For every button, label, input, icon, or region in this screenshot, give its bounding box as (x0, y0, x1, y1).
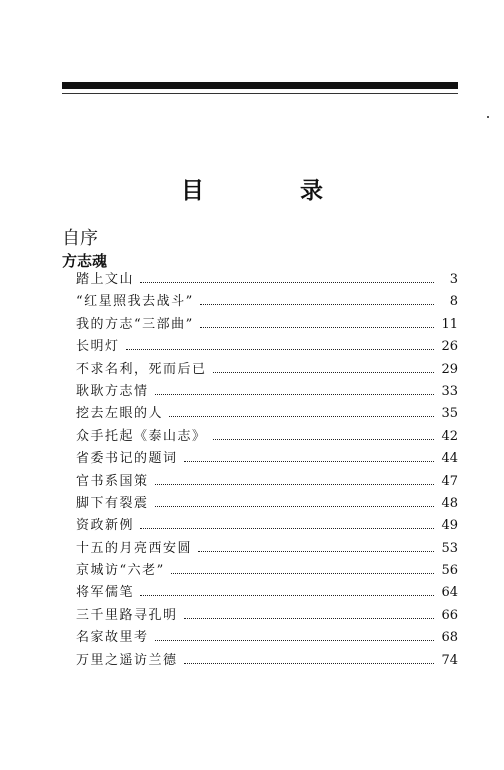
entry-title: “红星照我去战斗” (76, 294, 194, 310)
entry-page: 47 (441, 473, 458, 489)
leader-dots (140, 595, 434, 596)
entry-title: 耿耿方志情 (76, 383, 149, 399)
entry-title: 万里之遥访兰德 (76, 652, 178, 668)
entry-page: 74 (441, 652, 458, 668)
leader-dots (155, 484, 434, 485)
toc-list (76, 268, 458, 671)
leader-dots (155, 506, 434, 507)
leader-dots (184, 461, 434, 462)
toc-entry[interactable] (76, 358, 458, 380)
toc-entry[interactable] (76, 290, 458, 312)
entry-title: 三千里路寻孔明 (76, 607, 178, 623)
toc-entry[interactable] (76, 402, 458, 424)
entry-title: 官书系国策 (76, 473, 149, 489)
scan-speck (487, 116, 489, 118)
entry-page: 68 (441, 630, 458, 646)
entry-title: 将军儒笔 (76, 585, 135, 601)
entry-title: 不求名利，死而后已 (76, 361, 207, 377)
leader-dots (140, 282, 434, 283)
leader-dots (200, 327, 434, 328)
toc-entry[interactable] (76, 514, 458, 536)
entry-page: 48 (441, 495, 458, 511)
header-rule-thin (62, 93, 458, 94)
entry-page: 42 (441, 428, 458, 444)
leader-dots (126, 349, 434, 350)
entry-page: 33 (441, 383, 458, 399)
leader-dots (184, 618, 434, 619)
toc-entry[interactable] (76, 425, 458, 447)
entry-page: 53 (441, 540, 458, 556)
toc-entry[interactable] (76, 626, 458, 648)
entry-title: 京城访“六老” (76, 563, 165, 579)
page-title: 目 录 (180, 178, 367, 204)
entry-title: 名家故里考 (76, 630, 149, 646)
entry-page: 64 (441, 585, 458, 601)
leader-dots (171, 573, 434, 574)
entry-title: 挖去左眼的人 (76, 406, 164, 422)
entry-title: 脚下有裂震 (76, 495, 149, 511)
toc-entry[interactable] (76, 604, 458, 626)
entry-title: 省委书记的题词 (76, 451, 178, 467)
entry-title: 十五的月亮西安圆 (76, 540, 193, 556)
leader-dots (200, 304, 434, 305)
entry-page: 44 (441, 451, 458, 467)
entry-page: 49 (441, 518, 458, 534)
leader-dots (155, 394, 434, 395)
toc-entry[interactable] (76, 537, 458, 559)
preface-link[interactable]: 自序 (62, 228, 98, 249)
entry-title: 长明灯 (76, 339, 120, 355)
toc-entry[interactable] (76, 649, 458, 671)
toc-entry[interactable] (76, 335, 458, 357)
entry-title: 我的方志“三部曲” (76, 316, 194, 332)
leader-dots (213, 372, 434, 373)
toc-entry[interactable] (76, 447, 458, 469)
leader-dots (184, 663, 434, 664)
leader-dots (155, 640, 434, 641)
section-heading: 方志魂 (62, 252, 108, 270)
entry-title: 众手托起《泰山志》 (76, 428, 207, 444)
toc-entry[interactable] (76, 492, 458, 514)
toc-entry[interactable] (76, 559, 458, 581)
toc-entry[interactable] (76, 268, 458, 290)
toc-entry[interactable] (76, 313, 458, 335)
leader-dots (169, 416, 434, 417)
toc-entry[interactable] (76, 380, 458, 402)
entry-page: 8 (449, 294, 458, 310)
leader-dots (140, 528, 434, 529)
toc-entry[interactable] (76, 470, 458, 492)
entry-page: 35 (441, 406, 458, 422)
entry-page: 56 (441, 563, 458, 579)
entry-title: 踏上文山 (76, 272, 135, 287)
leader-dots (198, 551, 434, 552)
entry-page: 29 (441, 361, 458, 377)
entry-title: 资政新例 (76, 518, 135, 534)
leader-dots (213, 439, 434, 440)
header-rule-thick (62, 82, 458, 89)
toc-entry[interactable] (76, 581, 458, 603)
entry-page: 26 (441, 339, 458, 355)
entry-page: 3 (449, 272, 458, 287)
entry-page: 66 (441, 607, 458, 623)
entry-page: 11 (441, 316, 458, 332)
